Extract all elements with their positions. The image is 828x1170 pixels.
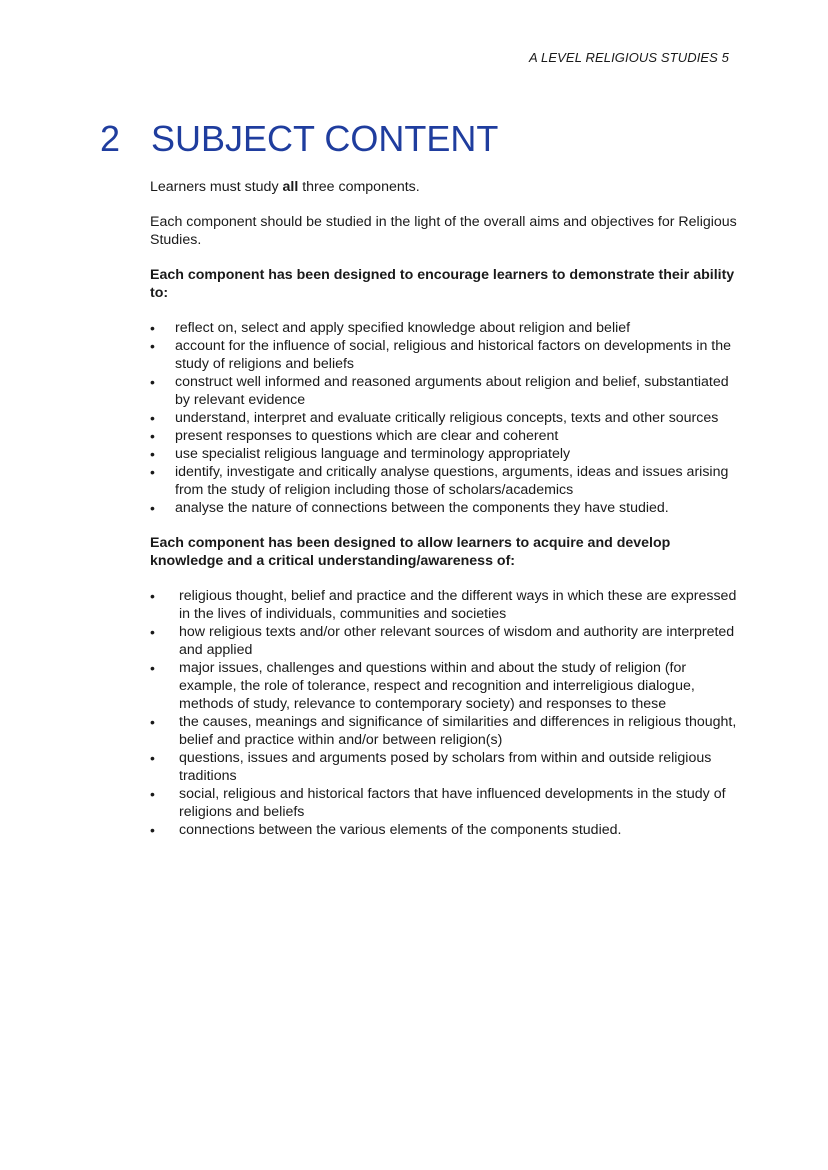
section-heading — [100, 119, 498, 159]
list-item: • reflect on, select and apply specified knowledge about religion and belief — [150, 319, 740, 337]
study-emphasis: all — [282, 179, 299, 195]
knowledge-list — [150, 587, 740, 839]
list-item: • understand, interpret and evaluate critically religious concepts, texts and other sources — [150, 409, 740, 427]
knowledge-lead: Each component has been designed to allow learners to acquire and develop knowledge and a critical understanding/awareness of: — [150, 535, 671, 569]
list-item: • account for the influence of social, religious and historical factors on developments in the study of religions and beliefs — [150, 337, 740, 373]
list-item: • social, religious and historical factors that have influenced developments in the study of religions and beliefs — [150, 785, 740, 821]
study-suffix: three components. — [298, 179, 420, 195]
list-item: • present responses to questions which are clear and coherent — [150, 427, 740, 445]
list-item: • use specialist religious language and terminology appropriately — [150, 445, 740, 463]
list-item: • analyse the nature of connections between the components they have studied. — [150, 499, 740, 517]
list-item: • the causes, meanings and significance of similarities and differences in religious thought, belief and practice within and/or between religion(s) — [150, 713, 740, 749]
running-header: A LEVEL RELIGIOUS STUDIES 5 — [529, 50, 729, 65]
demonstrate-lead: Each component has been designed to encourage learners to demonstrate their ability to: — [150, 267, 735, 301]
demonstrate-list — [150, 319, 740, 517]
study-prefix: Learners must study — [150, 179, 283, 195]
section-title: SUBJECT CONTENT — [151, 118, 499, 159]
list-item: • construct well informed and reasoned arguments about religion and belief, substantiated by relevant evidence — [150, 373, 740, 409]
list-item: • identify, investigate and critically analyse questions, arguments, ideas and issues arising from the study of religion including those of scholars/academics — [150, 463, 740, 499]
section-body — [150, 178, 740, 856]
list-item: • religious thought, belief and practice and the different ways in which these are expressed in the lives of individuals, communities and societies — [150, 587, 740, 623]
list-item: • how religious texts and/or other relevant sources of wisdom and authority are interpreted and applied — [150, 623, 740, 659]
list-item: • questions, issues and arguments posed by scholars from within and outside religious traditions — [150, 749, 740, 785]
list-item: • major issues, challenges and questions within and about the study of religion (for example, the role of tolerance, respect and recognition and interreligious dialogue, methods of study, relevance to contemporary society) and responses to these — [150, 659, 740, 713]
aims-paragraph: Each component should be studied in the light of the overall aims and objectives for Religious Studies. — [150, 214, 737, 248]
section-number: 2 — [100, 118, 121, 159]
list-item: • connections between the various elements of the components studied. — [150, 821, 740, 839]
study-requirement — [150, 178, 740, 196]
